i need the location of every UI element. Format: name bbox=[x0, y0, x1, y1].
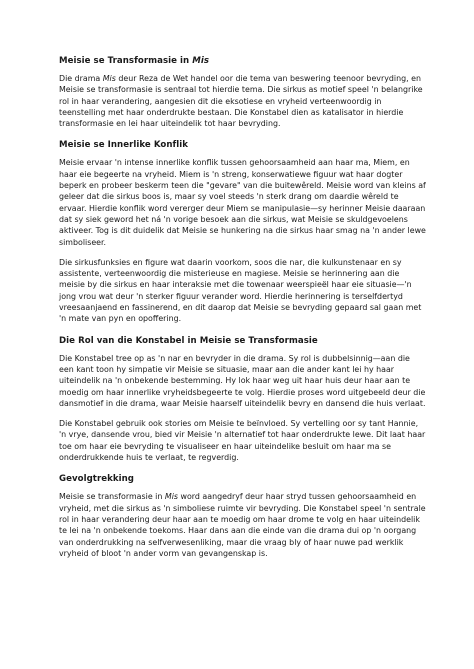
section-heading-konstabel: Die Rol van die Konstabel in Meisie se Transformasie bbox=[59, 335, 318, 346]
paragraph-text: word aangedryf deur haar stryd tussen gehoorsaamheid en vryheid, met die sirkus as 'n simboliese ruimte vir bevryding. Die Konstabel speel 'n sentrale rol in haar verandering deur haar aan te moedig om haar drome te volg en haar uiteindelik te lei na 'n onbekende toekoms. Haar dans aan die einde van die drama dui op 'n oorgang van onderdrukking na selfverwesenliking, maar die vraag bly of haar nuwe pad werklik vryheid of bloot 'n ander vorm van gevangenskap is. bbox=[59, 492, 426, 558]
paragraph-konstabel-2: Die Konstabel gebruik ook stories om Meisie te beïnvloed. Sy vertelling oor sy tant Hannie, 'n vrye, dansende vrou, bied vir Meisie 'n alternatief tot haar onderdrukte lewe. Dit laat haar toe om haar eie bevryding te visualiseer en haar uiteindelike besluit om haar ma se onderdrukkende huis te verlaat, te regverdig. bbox=[59, 419, 426, 463]
heading-title-italic: Mis bbox=[192, 56, 210, 66]
paragraph-text: deur Reza de Wet handel oor die tema van beswering teenoor bevryding, en Meisie se transformasie is sentraal tot hierdie tema. Die sirkus as motief speel 'n belangrike rol in haar verandering, aangesien dit die eksotiese en vryheid verteenwoordig in teenstelling met haar onderdrukte bestaan. Die Konstabel dien as katalisator in hierdie transformasie en lei haar uiteindelik tot haar bevryding. bbox=[59, 74, 423, 129]
section-heading-transformasie bbox=[59, 56, 427, 67]
paragraph-konflik-2: Die sirkusfunksies en figure wat daarin voorkom, soos die nar, die kulkunstenaar en sy assistente, verteenwoordig die misterieuse en magiese. Meisie se herinnering aan die meisie by die sirkus en haar interaksie met die towenaar weerspieël haar eie situasie—'n jong vrou wat deur 'n sterker figuur verander word. Hierdie herinnering is terselfdertyd vreesaanjaend en fassinerend, en dit daarop dat Meisie se bevryding gepaard sal gaan met 'n mate van pyn en opoffering. bbox=[59, 257, 422, 324]
paragraph-text: Die drama bbox=[59, 74, 103, 83]
section-heading-gevolgtrekking: Gevolgtrekking bbox=[59, 474, 135, 485]
document-page bbox=[59, 56, 427, 568]
paragraph-konflik-1: Meisie ervaar 'n intense innerlike konflik tussen gehoorsaamheid aan haar ma, Miem, en haar eie begeerte na vryheid. Miem is 'n streng, konserwatiewe figuur wat haar dogter beperk en probeer beskerm teen die "gevare" van die buitewêreld. Meisie word van kleins af geleer dat die sirkus boos is, maar sy voel steeds 'n sterk drang om daardie wêreld te ervaar. Hierdie konflik word vererger deur Miem se manipulasie—sy herinner Meisie daaraan dat sy siek geword het ná 'n vorige besoek aan die sirkus, wat Meisie se skuldgevoelens aktiveer. Tog is dit duidelik dat Meisie se hunkering na die sirkus haar smag na 'n ander lewe simboliseer. bbox=[59, 158, 426, 247]
paragraph-title-italic: Mis bbox=[164, 492, 179, 502]
section-heading-innerlike-konflik: Meisie se Innerlike Konflik bbox=[59, 140, 189, 151]
paragraph-gevolgtrekking bbox=[59, 491, 427, 559]
paragraph-intro bbox=[59, 73, 427, 129]
paragraph-konstabel-1: Die Konstabel tree op as 'n nar en bevryder in die drama. Sy rol is dubbelsinnig—aan die een kant toon hy simpatie vir Meisie se situasie, maar aan die ander kant lei hy haar uiteindelik na 'n onbekende bestemming. Hy lok haar weg uit haar huis deur haar aan te moedig om haar innerlike vryheidsbegeerte te volg. Hierdie proses word uitgebeeld deur die dansmotief in die drama, waar Meisie haarself uiteindelik bevry en dansend die huis verlaat. bbox=[59, 353, 426, 408]
paragraph-text: Meisie se transformasie in bbox=[59, 492, 165, 502]
paragraph-title-italic: Mis bbox=[102, 74, 116, 83]
heading-text: Meisie se Transformasie in bbox=[59, 56, 193, 66]
